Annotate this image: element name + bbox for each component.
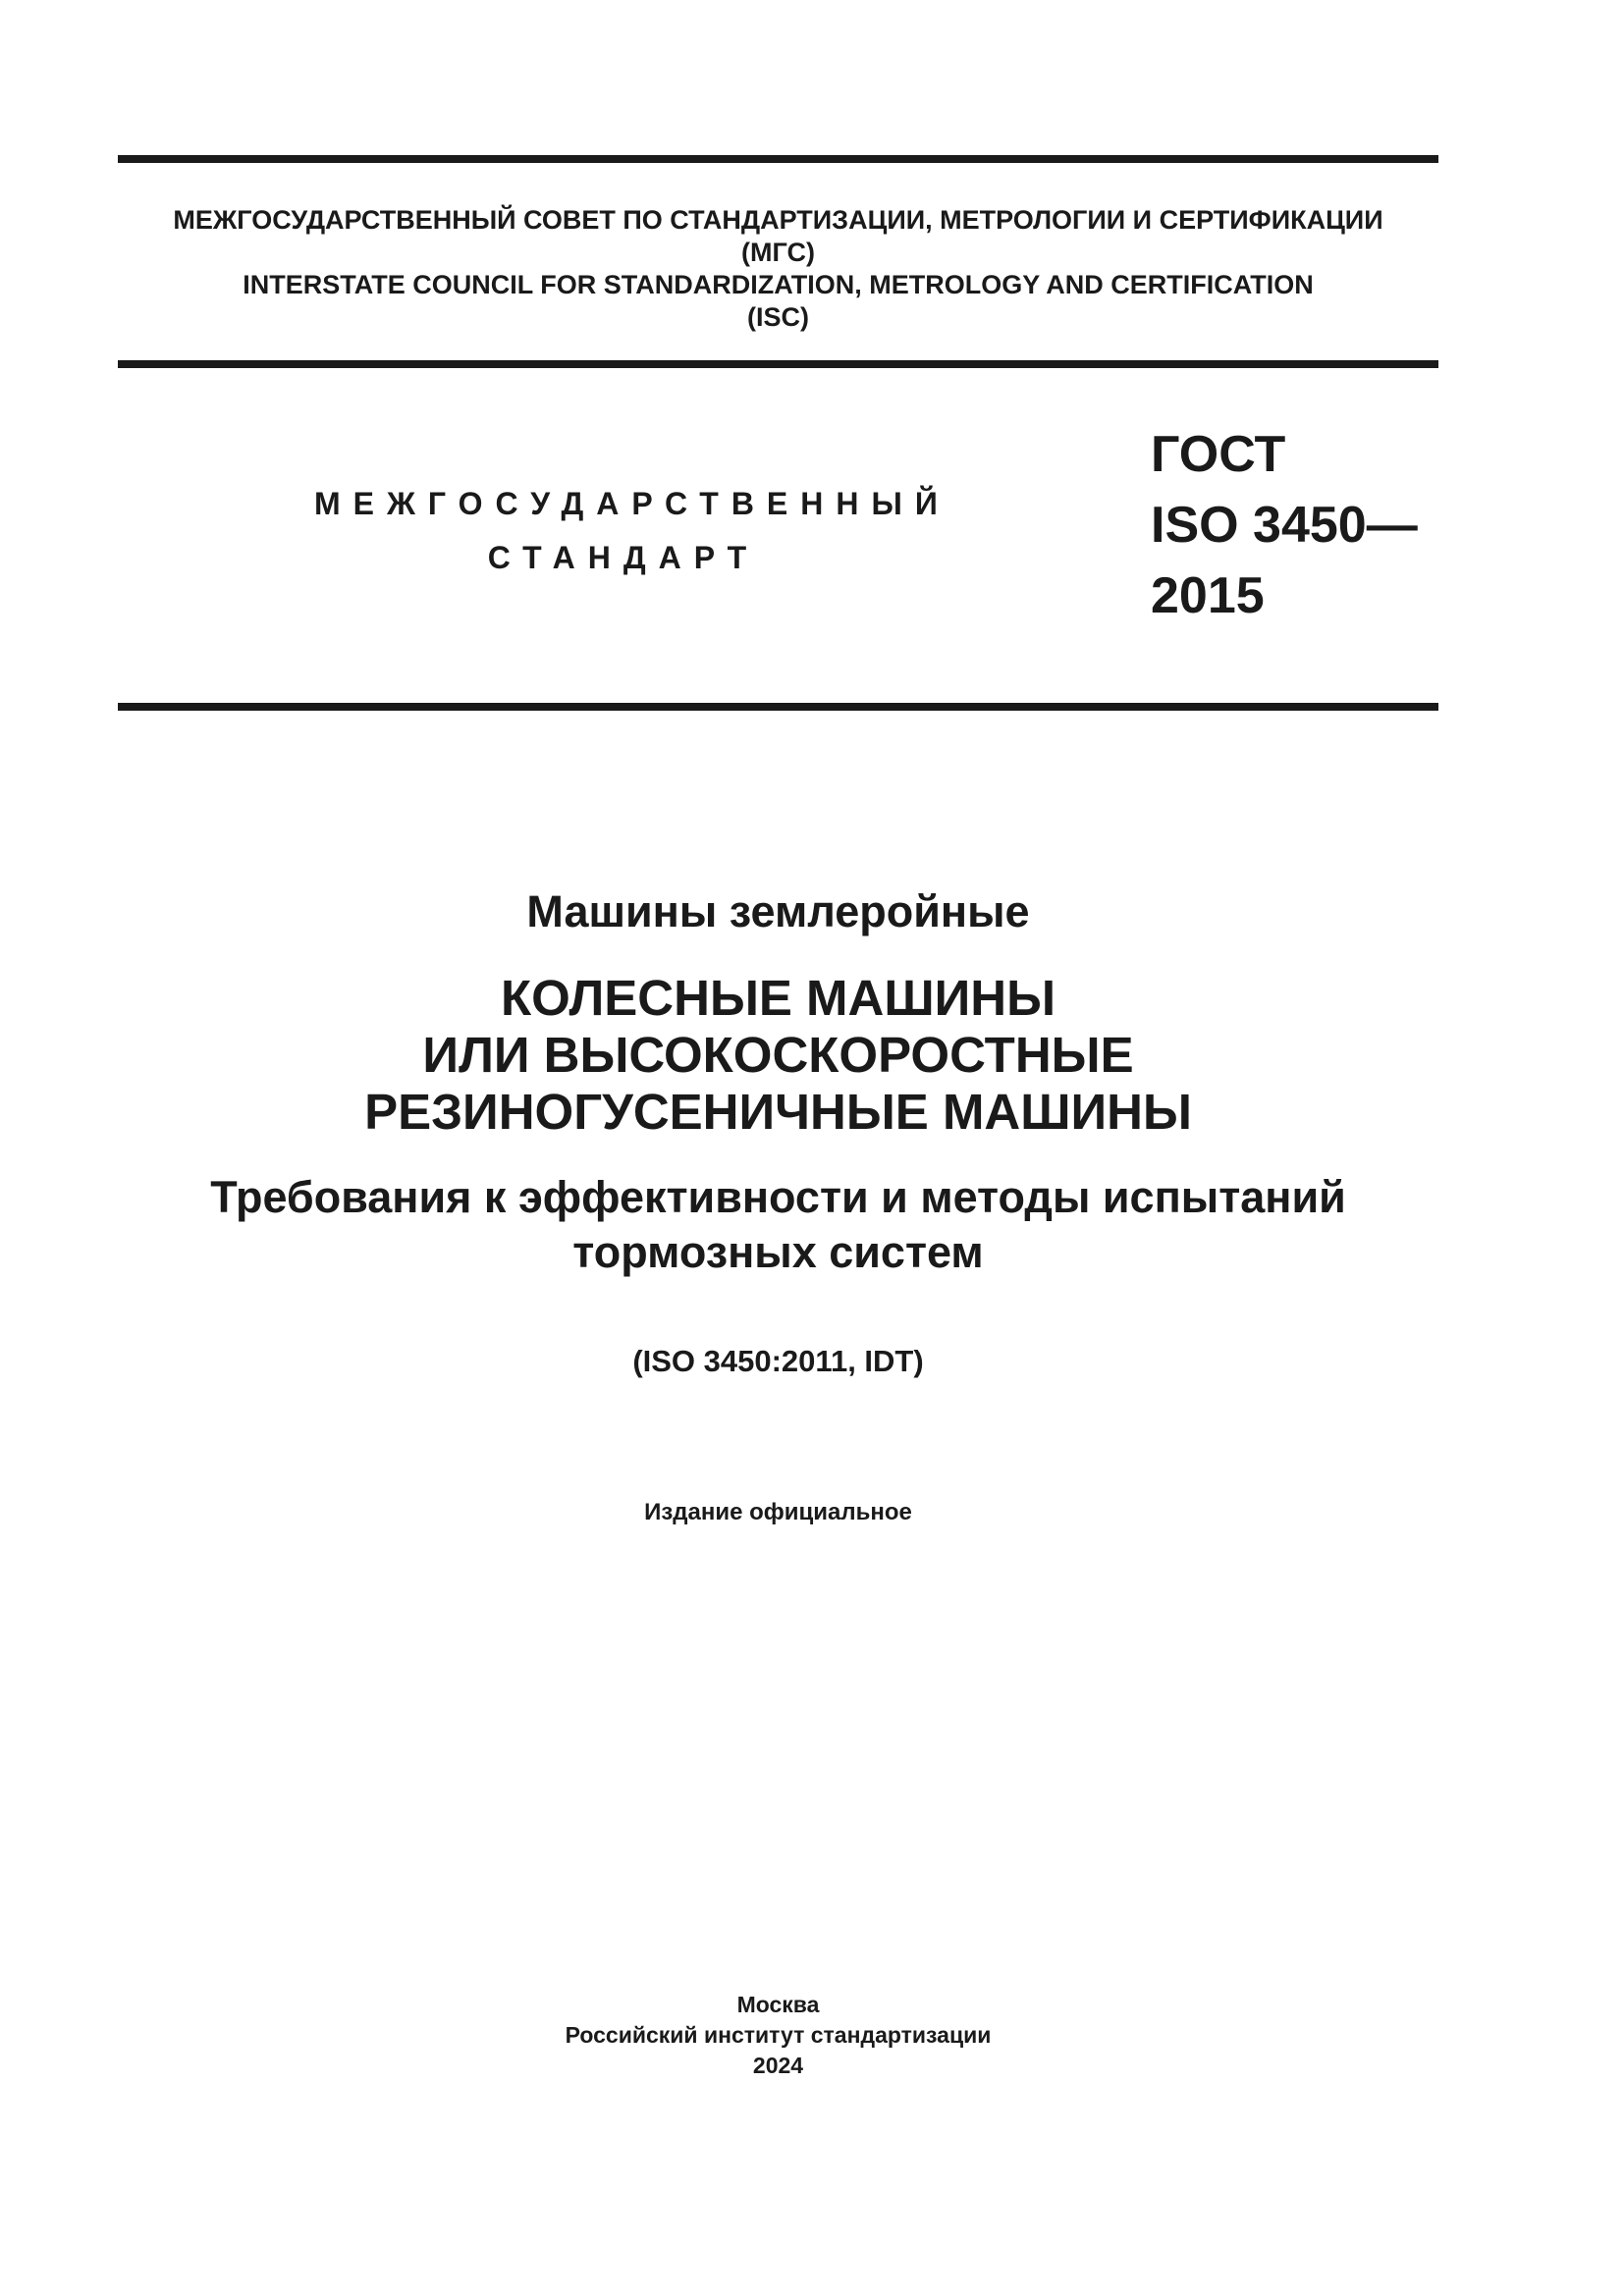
council-abbr-ru: (МГС): [741, 238, 815, 267]
standard-kind: [314, 477, 950, 585]
council-name-en: INTERSTATE COUNCIL FOR STANDARDIZATION, METROLOGY AND CERTIFICATION: [243, 270, 1314, 299]
standard-kind-line-1: МЕЖГОСУДАРСТВЕННЫЙ: [314, 486, 950, 521]
imprint: [118, 1990, 1438, 2081]
standard-kind-line-2: СТАНДАРТ: [487, 540, 760, 575]
title-subtitle-line-1: Требования к эффективности и методы испытаний: [210, 1172, 1346, 1222]
council-name-ru: МЕЖГОСУДАРСТВЕННЫЙ СОВЕТ ПО СТАНДАРТИЗАЦИИ, МЕТРОЛОГИИ И СЕРТИФИКАЦИИ: [173, 205, 1383, 235]
middle-divider: [118, 360, 1438, 368]
title-main-line-2: ИЛИ ВЫСОКОСКОРОСТНЫЕ: [422, 1027, 1134, 1083]
council-abbr-en: (ISC): [747, 302, 809, 332]
lower-divider: [118, 703, 1438, 711]
title-subject: Машины землеройные: [526, 886, 1030, 936]
title-subtitle-line-2: тормозных систем: [572, 1227, 984, 1277]
title-subtitle: [118, 1170, 1438, 1280]
imprint-publisher: Российский институт стандартизации: [565, 2022, 992, 2048]
title-main-line-1: КОЛЕСНЫЕ МАШИНЫ: [500, 970, 1056, 1026]
standard-designation: [1151, 419, 1418, 631]
top-divider: [118, 155, 1438, 163]
council-header: [118, 204, 1438, 334]
designation-line-1: ГОСТ: [1151, 426, 1286, 483]
title-main: [118, 970, 1438, 1141]
imprint-year: 2024: [752, 2053, 804, 2078]
document-title: [118, 881, 1438, 1280]
iso-reference: (ISO 3450:2011, IDT): [632, 1344, 924, 1378]
imprint-city: Москва: [736, 1992, 820, 2017]
edition-note: Издание официальное: [644, 1499, 912, 1525]
title-main-line-3: РЕЗИНОГУСЕНИЧНЫЕ МАШИНЫ: [364, 1084, 1192, 1140]
designation-line-2: ISO 3450—: [1151, 497, 1418, 554]
designation-line-3: 2015: [1151, 567, 1265, 624]
